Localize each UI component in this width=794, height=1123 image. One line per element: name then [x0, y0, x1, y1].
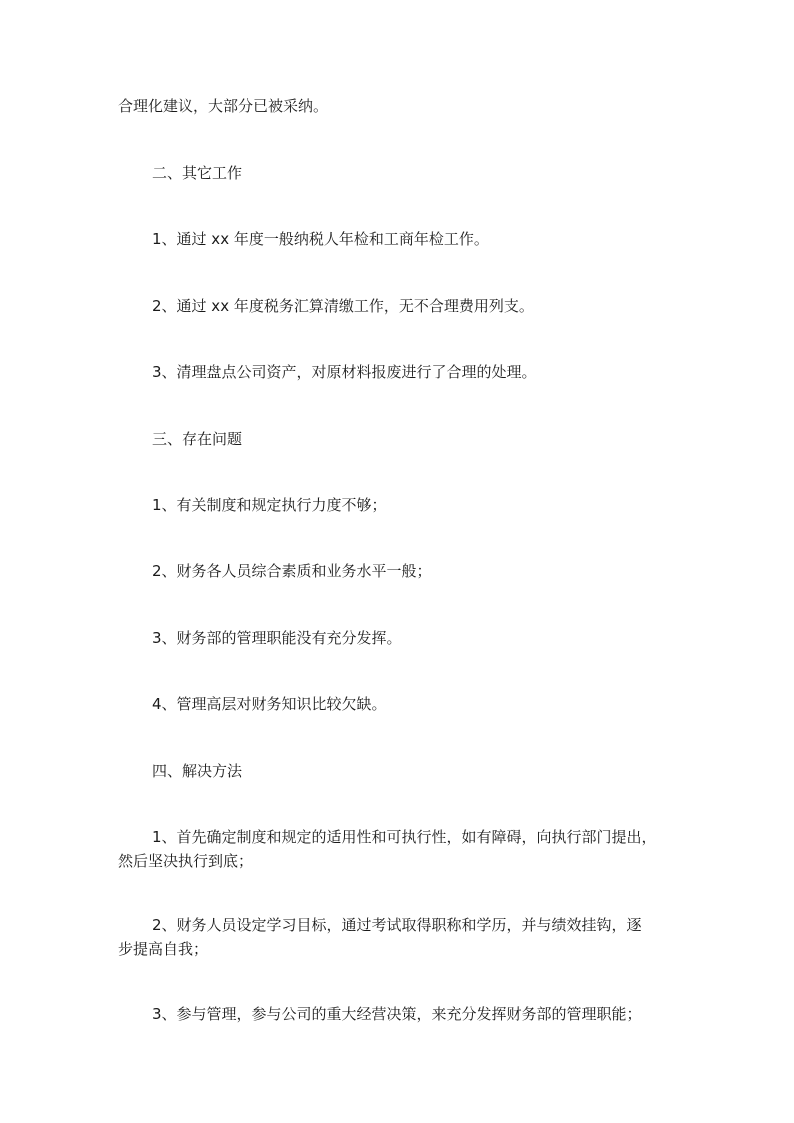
- paragraph-continuation: 合理化建议，大部分已被采纳。: [118, 97, 329, 115]
- list-item-line: 1、首先确定制度和规定的适用性和可执行性，如有障碍，向执行部门提出，: [152, 828, 657, 846]
- section-heading-solutions: 四、解决方法: [152, 762, 243, 780]
- list-item: 3、财务部的管理职能没有充分发挥。: [152, 629, 402, 647]
- list-item: 1、通过 xx 年度一般纳税人年检和工商年检工作。: [152, 230, 489, 248]
- list-item-line: 步提高自我；: [118, 940, 209, 958]
- section-heading-existing-problems: 三、存在问题: [152, 430, 243, 448]
- section-heading-other-work: 二、其它工作: [152, 164, 243, 182]
- list-item-multiline: [118, 913, 678, 961]
- list-item-line: 2、财务人员设定学习目标，通过考试取得职称和学历，并与绩效挂钩，逐: [152, 916, 642, 934]
- list-item: 4、管理高层对财务知识比较欠缺。: [152, 695, 387, 713]
- list-item: 3、参与管理，参与公司的重大经营决策，来充分发挥财务部的管理职能；: [152, 1005, 642, 1023]
- list-item-line: 然后坚决执行到底；: [118, 852, 254, 870]
- list-item: 3、清理盘点公司资产，对原材料报废进行了合理的处理。: [152, 363, 537, 381]
- list-item: 2、财务各人员综合素质和业务水平一般；: [152, 562, 432, 580]
- list-item: 2、通过 xx 年度税务汇算清缴工作，无不合理费用列支。: [152, 297, 534, 315]
- list-item: 1、有关制度和规定执行力度不够；: [152, 496, 387, 514]
- list-item-multiline: [118, 825, 678, 873]
